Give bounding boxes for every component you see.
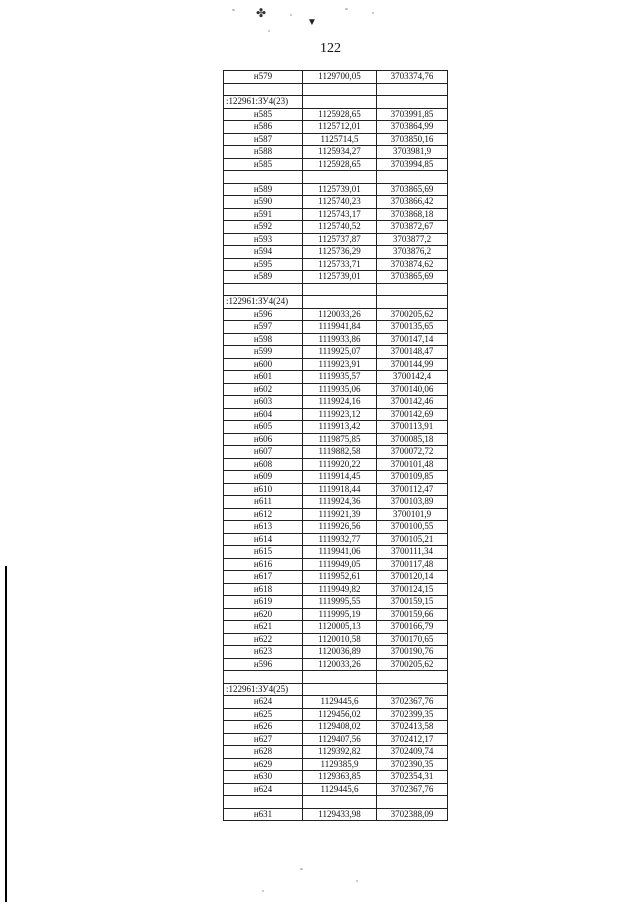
table-row <box>224 71 448 84</box>
y-coordinate-cell: 3700103,89 <box>377 496 448 509</box>
table-row <box>224 321 448 334</box>
table-row <box>224 421 448 434</box>
point-id-cell: н616 <box>224 558 303 571</box>
x-coordinate-cell: 1120005,13 <box>303 621 377 634</box>
x-coordinate-cell: 1125736,29 <box>303 246 377 259</box>
y-coordinate-cell: 3703994,85 <box>377 158 448 171</box>
point-id-cell: н596 <box>224 658 303 671</box>
table-row <box>224 746 448 759</box>
point-id-cell: н596 <box>224 308 303 321</box>
y-coordinate-cell: 3703374,76 <box>377 71 448 84</box>
point-id-cell: н609 <box>224 471 303 484</box>
x-coordinate-cell: 1119935,57 <box>303 371 377 384</box>
y-coordinate-cell: 3700105,21 <box>377 533 448 546</box>
x-coordinate-cell: 1119995,55 <box>303 596 377 609</box>
point-id-cell: н605 <box>224 421 303 434</box>
table-blank-row <box>224 671 448 684</box>
empty-cell <box>303 683 377 696</box>
point-id-cell: н614 <box>224 533 303 546</box>
y-coordinate-cell: 3700140,06 <box>377 383 448 396</box>
x-coordinate-cell: 1129385,9 <box>303 758 377 771</box>
table-row <box>224 308 448 321</box>
point-id-cell: н602 <box>224 383 303 396</box>
x-coordinate-cell: 1119913,42 <box>303 421 377 434</box>
x-coordinate-cell: 1125740,23 <box>303 196 377 209</box>
scan-speck <box>232 9 235 11</box>
x-coordinate-cell: 1125737,87 <box>303 233 377 246</box>
x-coordinate-cell: 1119935,06 <box>303 383 377 396</box>
table-group-row <box>224 296 448 309</box>
table-row <box>224 121 448 134</box>
x-coordinate-cell: 1119949,82 <box>303 583 377 596</box>
y-coordinate-cell: 3703874,62 <box>377 258 448 271</box>
table-row <box>224 196 448 209</box>
point-id-cell: н612 <box>224 508 303 521</box>
empty-cell <box>224 171 303 184</box>
table-row <box>224 233 448 246</box>
point-id-cell: н610 <box>224 483 303 496</box>
empty-cell <box>377 296 448 309</box>
table-row <box>224 646 448 659</box>
x-coordinate-cell: 1119932,77 <box>303 533 377 546</box>
x-coordinate-cell: 1129392,82 <box>303 746 377 759</box>
table-row <box>224 183 448 196</box>
point-id-cell: н611 <box>224 496 303 509</box>
x-coordinate-cell: 1119933,86 <box>303 333 377 346</box>
y-coordinate-cell: 3702390,35 <box>377 758 448 771</box>
y-coordinate-cell: 3700142,69 <box>377 408 448 421</box>
table-row <box>224 546 448 559</box>
point-id-cell: н618 <box>224 583 303 596</box>
empty-cell <box>377 683 448 696</box>
x-coordinate-cell: 1119882,58 <box>303 446 377 459</box>
x-coordinate-cell: 1125714,5 <box>303 133 377 146</box>
point-id-cell: н597 <box>224 321 303 334</box>
table-row <box>224 333 448 346</box>
y-coordinate-cell: 3700101,48 <box>377 458 448 471</box>
table-row <box>224 571 448 584</box>
point-id-cell: н594 <box>224 246 303 259</box>
point-id-cell: н608 <box>224 458 303 471</box>
point-id-cell: н624 <box>224 783 303 796</box>
y-coordinate-cell: 3702413,58 <box>377 721 448 734</box>
point-id-cell: н599 <box>224 346 303 359</box>
y-coordinate-cell: 3702367,76 <box>377 783 448 796</box>
point-id-cell: н606 <box>224 433 303 446</box>
scan-speck <box>290 14 292 16</box>
table-row <box>224 108 448 121</box>
table-row <box>224 783 448 796</box>
table-row <box>224 133 448 146</box>
empty-cell <box>303 283 377 296</box>
scan-mark-top: ✤ <box>256 6 267 20</box>
table-row <box>224 733 448 746</box>
y-coordinate-cell: 3700124,15 <box>377 583 448 596</box>
y-coordinate-cell: 3703850,16 <box>377 133 448 146</box>
x-coordinate-cell: 1119941,06 <box>303 546 377 559</box>
point-id-cell: н603 <box>224 396 303 409</box>
point-id-cell: н585 <box>224 108 303 121</box>
group-label: :122961:ЗУ4(23) <box>224 96 303 109</box>
table-row <box>224 208 448 221</box>
y-coordinate-cell: 3703877,2 <box>377 233 448 246</box>
y-coordinate-cell: 3703865,69 <box>377 183 448 196</box>
y-coordinate-cell: 3700085,18 <box>377 433 448 446</box>
point-id-cell: н622 <box>224 633 303 646</box>
x-coordinate-cell: 1125739,01 <box>303 183 377 196</box>
point-id-cell: н587 <box>224 133 303 146</box>
x-coordinate-cell: 1119923,12 <box>303 408 377 421</box>
empty-cell <box>224 671 303 684</box>
empty-cell <box>303 671 377 684</box>
table-row <box>224 258 448 271</box>
y-coordinate-cell: 3700117,48 <box>377 558 448 571</box>
y-coordinate-cell: 3700170,65 <box>377 633 448 646</box>
point-id-cell: н629 <box>224 758 303 771</box>
empty-cell <box>303 83 377 96</box>
scan-edge-bar <box>5 566 7 902</box>
x-coordinate-cell: 1119924,16 <box>303 396 377 409</box>
empty-cell <box>224 796 303 809</box>
table-blank-row <box>224 796 448 809</box>
table-row <box>224 396 448 409</box>
table-row <box>224 433 448 446</box>
table-row <box>224 146 448 159</box>
table-row <box>224 808 448 821</box>
table-group-row <box>224 683 448 696</box>
table-row <box>224 596 448 609</box>
point-id-cell: н589 <box>224 271 303 284</box>
table-row <box>224 708 448 721</box>
y-coordinate-cell: 3703872,67 <box>377 221 448 234</box>
point-id-cell: н593 <box>224 233 303 246</box>
y-coordinate-cell: 3700101,9 <box>377 508 448 521</box>
y-coordinate-cell: 3700144,99 <box>377 358 448 371</box>
y-coordinate-cell: 3700120,14 <box>377 571 448 584</box>
table-row <box>224 271 448 284</box>
page-number: 122 <box>320 41 341 56</box>
y-coordinate-cell: 3703981,9 <box>377 146 448 159</box>
point-id-cell: н604 <box>224 408 303 421</box>
x-coordinate-cell: 1129445,6 <box>303 783 377 796</box>
point-id-cell: н617 <box>224 571 303 584</box>
y-coordinate-cell: 3700205,62 <box>377 658 448 671</box>
x-coordinate-cell: 1119952,61 <box>303 571 377 584</box>
x-coordinate-cell: 1119949,05 <box>303 558 377 571</box>
table-blank-row <box>224 83 448 96</box>
scan-speck <box>268 30 270 32</box>
y-coordinate-cell: 3702367,76 <box>377 696 448 709</box>
point-id-cell: н631 <box>224 808 303 821</box>
table-blank-row <box>224 283 448 296</box>
x-coordinate-cell: 1119924,36 <box>303 496 377 509</box>
coordinates-table <box>223 70 448 821</box>
y-coordinate-cell: 3702412,17 <box>377 733 448 746</box>
empty-cell <box>377 283 448 296</box>
empty-cell <box>303 171 377 184</box>
y-coordinate-cell: 3700142,4 <box>377 371 448 384</box>
table-row <box>224 446 448 459</box>
coordinates-table-body <box>224 71 448 821</box>
y-coordinate-cell: 3700166,79 <box>377 621 448 634</box>
x-coordinate-cell: 1129363,85 <box>303 771 377 784</box>
scan-speck <box>345 8 348 10</box>
y-coordinate-cell: 3700112,47 <box>377 483 448 496</box>
point-id-cell: н586 <box>224 121 303 134</box>
table-row <box>224 771 448 784</box>
empty-cell <box>377 796 448 809</box>
point-id-cell: н590 <box>224 196 303 209</box>
table-row <box>224 246 448 259</box>
point-id-cell: н623 <box>224 646 303 659</box>
x-coordinate-cell: 1125712,01 <box>303 121 377 134</box>
y-coordinate-cell: 3700072,72 <box>377 446 448 459</box>
y-coordinate-cell: 3700100,55 <box>377 521 448 534</box>
empty-cell <box>303 796 377 809</box>
y-coordinate-cell: 3702388,09 <box>377 808 448 821</box>
table-row <box>224 608 448 621</box>
x-coordinate-cell: 1119926,56 <box>303 521 377 534</box>
point-id-cell: н613 <box>224 521 303 534</box>
x-coordinate-cell: 1120033,26 <box>303 658 377 671</box>
point-id-cell: н630 <box>224 771 303 784</box>
point-id-cell: н615 <box>224 546 303 559</box>
x-coordinate-cell: 1125928,65 <box>303 158 377 171</box>
table-row <box>224 621 448 634</box>
x-coordinate-cell: 1129445,6 <box>303 696 377 709</box>
table-row <box>224 158 448 171</box>
x-coordinate-cell: 1129456,02 <box>303 708 377 721</box>
point-id-cell: н588 <box>224 146 303 159</box>
table-row <box>224 458 448 471</box>
point-id-cell: н591 <box>224 208 303 221</box>
table-row <box>224 221 448 234</box>
point-id-cell: н600 <box>224 358 303 371</box>
x-coordinate-cell: 1125740,52 <box>303 221 377 234</box>
x-coordinate-cell: 1125934,27 <box>303 146 377 159</box>
x-coordinate-cell: 1125739,01 <box>303 271 377 284</box>
point-id-cell: н589 <box>224 183 303 196</box>
y-coordinate-cell: 3703864,99 <box>377 121 448 134</box>
y-coordinate-cell: 3700135,65 <box>377 321 448 334</box>
y-coordinate-cell: 3703865,69 <box>377 271 448 284</box>
table-row <box>224 408 448 421</box>
x-coordinate-cell: 1129407,56 <box>303 733 377 746</box>
point-id-cell: н607 <box>224 446 303 459</box>
x-coordinate-cell: 1129700,05 <box>303 71 377 84</box>
table-row <box>224 508 448 521</box>
group-label: :122961:ЗУ4(24) <box>224 296 303 309</box>
point-id-cell: н579 <box>224 71 303 84</box>
point-id-cell: н626 <box>224 721 303 734</box>
y-coordinate-cell: 3700113,91 <box>377 421 448 434</box>
point-id-cell: н598 <box>224 333 303 346</box>
table-row <box>224 483 448 496</box>
x-coordinate-cell: 1125743,17 <box>303 208 377 221</box>
y-coordinate-cell: 3700159,66 <box>377 608 448 621</box>
point-id-cell: н627 <box>224 733 303 746</box>
group-label: :122961:ЗУ4(25) <box>224 683 303 696</box>
table-row <box>224 758 448 771</box>
table-row <box>224 371 448 384</box>
x-coordinate-cell: 1129433,98 <box>303 808 377 821</box>
point-id-cell: н621 <box>224 621 303 634</box>
table-blank-row <box>224 171 448 184</box>
point-id-cell: н628 <box>224 746 303 759</box>
x-coordinate-cell: 1120010,58 <box>303 633 377 646</box>
scan-speck <box>372 12 374 14</box>
y-coordinate-cell: 3703876,2 <box>377 246 448 259</box>
scan-mark-arrow: ▼ <box>307 17 317 28</box>
empty-cell <box>377 96 448 109</box>
point-id-cell: н624 <box>224 696 303 709</box>
table-row <box>224 721 448 734</box>
scan-speck <box>356 880 358 882</box>
table-row <box>224 358 448 371</box>
y-coordinate-cell: 3700205,62 <box>377 308 448 321</box>
table-row <box>224 521 448 534</box>
table-row <box>224 696 448 709</box>
x-coordinate-cell: 1119918,44 <box>303 483 377 496</box>
point-id-cell: н595 <box>224 258 303 271</box>
table-row <box>224 658 448 671</box>
point-id-cell: н619 <box>224 596 303 609</box>
table-group-row <box>224 96 448 109</box>
table-row <box>224 533 448 546</box>
y-coordinate-cell: 3702399,35 <box>377 708 448 721</box>
point-id-cell: н601 <box>224 371 303 384</box>
x-coordinate-cell: 1125928,65 <box>303 108 377 121</box>
point-id-cell: н592 <box>224 221 303 234</box>
empty-cell <box>224 283 303 296</box>
point-id-cell: н620 <box>224 608 303 621</box>
x-coordinate-cell: 1119914,45 <box>303 471 377 484</box>
x-coordinate-cell: 1120033,26 <box>303 308 377 321</box>
x-coordinate-cell: 1119941,84 <box>303 321 377 334</box>
scan-speck <box>300 868 303 870</box>
point-id-cell: н585 <box>224 158 303 171</box>
y-coordinate-cell: 3702354,31 <box>377 771 448 784</box>
y-coordinate-cell: 3703868,18 <box>377 208 448 221</box>
table-row <box>224 583 448 596</box>
table-row <box>224 471 448 484</box>
scan-speck <box>262 890 264 892</box>
table-row <box>224 558 448 571</box>
x-coordinate-cell: 1125733,71 <box>303 258 377 271</box>
y-coordinate-cell: 3700147,14 <box>377 333 448 346</box>
y-coordinate-cell: 3700190,76 <box>377 646 448 659</box>
x-coordinate-cell: 1119921,39 <box>303 508 377 521</box>
table-row <box>224 383 448 396</box>
x-coordinate-cell: 1119875,85 <box>303 433 377 446</box>
y-coordinate-cell: 3700142,46 <box>377 396 448 409</box>
empty-cell <box>303 96 377 109</box>
x-coordinate-cell: 1129408,02 <box>303 721 377 734</box>
x-coordinate-cell: 1119925,07 <box>303 346 377 359</box>
empty-cell <box>303 296 377 309</box>
y-coordinate-cell: 3700148,47 <box>377 346 448 359</box>
x-coordinate-cell: 1120036,89 <box>303 646 377 659</box>
point-id-cell: н625 <box>224 708 303 721</box>
y-coordinate-cell: 3700109,85 <box>377 471 448 484</box>
x-coordinate-cell: 1119995,19 <box>303 608 377 621</box>
y-coordinate-cell: 3703866,42 <box>377 196 448 209</box>
x-coordinate-cell: 1119920,22 <box>303 458 377 471</box>
table-row <box>224 633 448 646</box>
y-coordinate-cell: 3700111,34 <box>377 546 448 559</box>
y-coordinate-cell: 3700159,15 <box>377 596 448 609</box>
empty-cell <box>224 83 303 96</box>
y-coordinate-cell: 3703991,85 <box>377 108 448 121</box>
empty-cell <box>377 171 448 184</box>
table-row <box>224 346 448 359</box>
empty-cell <box>377 671 448 684</box>
y-coordinate-cell: 3702409,74 <box>377 746 448 759</box>
table-row <box>224 496 448 509</box>
empty-cell <box>377 83 448 96</box>
x-coordinate-cell: 1119923,91 <box>303 358 377 371</box>
